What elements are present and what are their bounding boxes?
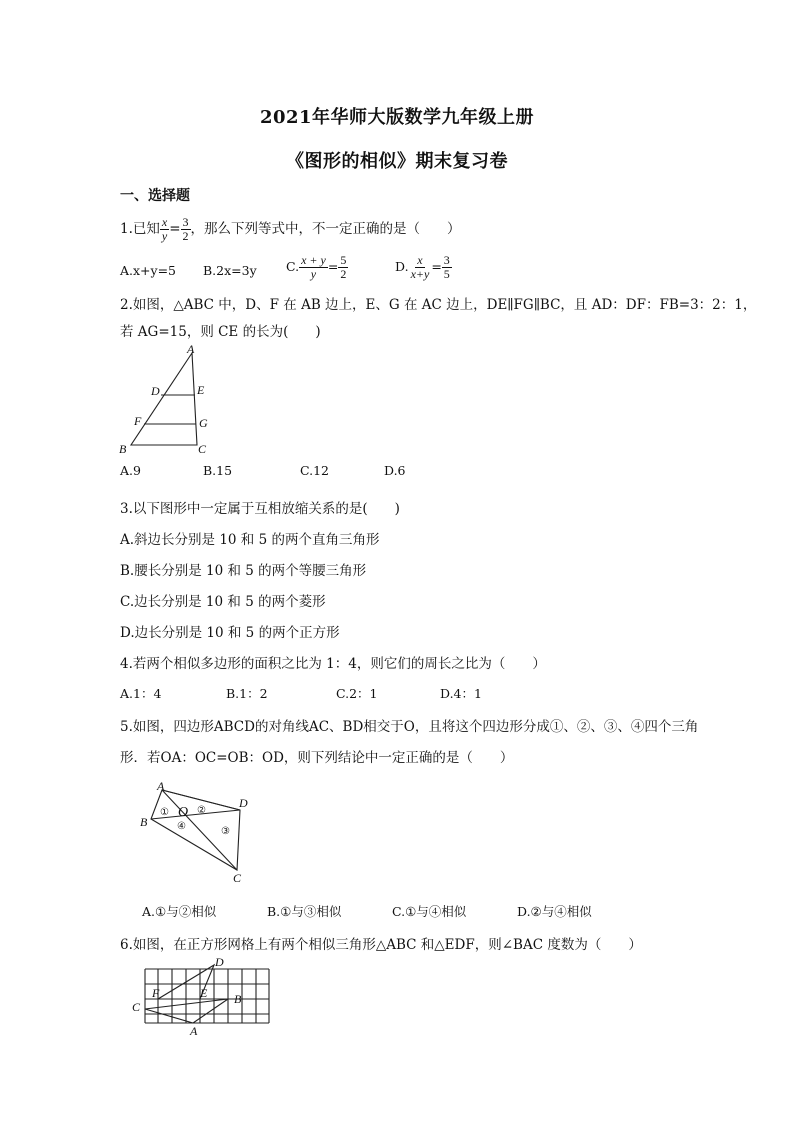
label-g: G <box>199 416 208 430</box>
q1-optc-num: x + y <box>301 253 326 267</box>
q2-option-c: C.12 <box>300 463 329 478</box>
label-c: C <box>233 871 242 885</box>
label-e: E <box>197 383 205 397</box>
label-f: F <box>134 414 142 428</box>
label-region-1: ① <box>160 807 169 818</box>
q1-equals: = <box>169 221 181 237</box>
q5-option-d: D.②与④相似 <box>517 904 592 919</box>
q5-quadrilateral-figure <box>135 778 265 888</box>
q4-option-c: C.2：1 <box>336 686 378 701</box>
q1-option-d <box>395 254 452 281</box>
label-b: B <box>119 442 127 456</box>
q2-option-d: D.6 <box>384 463 406 478</box>
q5-stem-line2: 形．若OA：OC=OB：OD，则下列结论中一定正确的是（ ） <box>120 750 514 766</box>
question-1-stem <box>120 216 461 243</box>
q1-fraction-rhs <box>181 216 191 243</box>
q1-optc-rden: 2 <box>340 267 347 281</box>
q1-optc-eq: = <box>327 259 339 274</box>
q4-option-b: B.1：2 <box>226 686 268 701</box>
q1-suffix: ，那么下列等式中，不一定正确的是（ ） <box>190 221 461 237</box>
q1-option-a: A.x+y=5 <box>120 263 177 278</box>
label-a: A <box>157 779 165 793</box>
q1-optd-num: x <box>417 253 423 267</box>
q1-option-c <box>286 254 348 281</box>
q2-triangle-figure <box>115 342 225 457</box>
q3-option-b: B.腰长分别是 10 和 5 的两个等腰三角形 <box>120 563 367 579</box>
q3-option-a: A.斜边长分别是 10 和 5 的两个直角三角形 <box>120 532 380 548</box>
label-region-3: ③ <box>221 826 230 837</box>
document-subtitle: 《图形的相似》期末复习卷 <box>286 151 508 172</box>
q1-optc-rnum: 5 <box>340 253 347 267</box>
q6-grid-figure <box>128 955 278 1040</box>
label-region-4: ④ <box>177 821 186 832</box>
q5-stem-line1: 5.如图，四边形ABCD的对角线AC、BD相交于O，且将这个四边形分成①、②、③、④四个三角 <box>120 719 699 735</box>
q1-optd-prefix: D. <box>395 259 409 274</box>
label-b: B <box>140 815 148 829</box>
triangle-abc <box>131 353 197 445</box>
q1-lhs-den: y <box>161 229 168 243</box>
q1-option-b: B.2x=3y <box>203 263 257 278</box>
q1-optd-rden: 5 <box>443 267 450 281</box>
q1-optd-rnum: 3 <box>443 253 450 267</box>
q1-optd-den: x+y <box>410 267 430 281</box>
label-c: C <box>198 442 207 456</box>
q1-optd-rhs <box>442 254 452 281</box>
label-d: D <box>151 384 160 398</box>
q5-option-c: C.①与④相似 <box>392 904 467 919</box>
q1-optc-fraction <box>299 254 328 281</box>
q4-stem: 4.若两个相似多边形的面积之比为 1：4，则它们的周长之比为（ ） <box>120 656 546 672</box>
q1-optc-rhs <box>338 254 348 281</box>
label-d: D <box>239 796 248 810</box>
q1-fraction-lhs <box>160 216 169 243</box>
q3-option-c: C.边长分别是 10 和 5 的两个菱形 <box>120 594 326 610</box>
q5-option-a: A.①与②相似 <box>142 904 217 919</box>
q5-option-b: B.①与③相似 <box>267 904 342 919</box>
q2-option-b: B.15 <box>203 463 233 478</box>
label-d: D <box>215 955 224 969</box>
q1-optd-eq: = <box>431 259 442 274</box>
label-c: C <box>132 1000 141 1014</box>
q1-optd-fraction <box>409 254 432 281</box>
q1-optc-den: y <box>310 267 317 281</box>
label-b: B <box>234 992 242 1006</box>
label-f: F <box>152 986 160 1000</box>
q2-stem-line1: 2.如图，△ABC 中，D、F 在 AB 边上，E、G 在 AC 边上，DE∥FG∥BC，且 AD：DF：FB=3：2：1， <box>120 297 757 313</box>
q4-option-d: D.4：1 <box>440 686 482 701</box>
q1-rhs-den: 2 <box>182 229 189 243</box>
label-a: A <box>187 342 195 356</box>
q1-optc-prefix: C. <box>286 259 300 274</box>
q1-prefix: 1.已知 <box>120 221 160 237</box>
label-a: A <box>190 1024 198 1038</box>
label-o: O <box>178 805 189 820</box>
q6-stem: 6.如图，在正方形网格上有两个相似三角形△ABC 和△EDF，则∠BAC 度数为（ ） <box>120 937 642 953</box>
label-e: E <box>200 986 208 1000</box>
q1-lhs-num: x <box>161 215 168 229</box>
q1-rhs-num: 3 <box>182 215 189 229</box>
document-title: 2021年华师大版数学九年级上册 <box>259 107 535 128</box>
q2-option-a: A.9 <box>120 463 141 478</box>
q4-option-a: A.1：4 <box>120 686 162 701</box>
q2-stem-line2: 若 AG=15，则 CE 的长为( ) <box>120 324 321 340</box>
label-region-2: ② <box>197 805 206 816</box>
section-heading: 一、选择题 <box>120 188 190 204</box>
q3-option-d: D.边长分别是 10 和 5 的两个正方形 <box>120 625 340 641</box>
q3-stem: 3.以下图形中一定属于互相放缩关系的是( ) <box>120 501 400 517</box>
